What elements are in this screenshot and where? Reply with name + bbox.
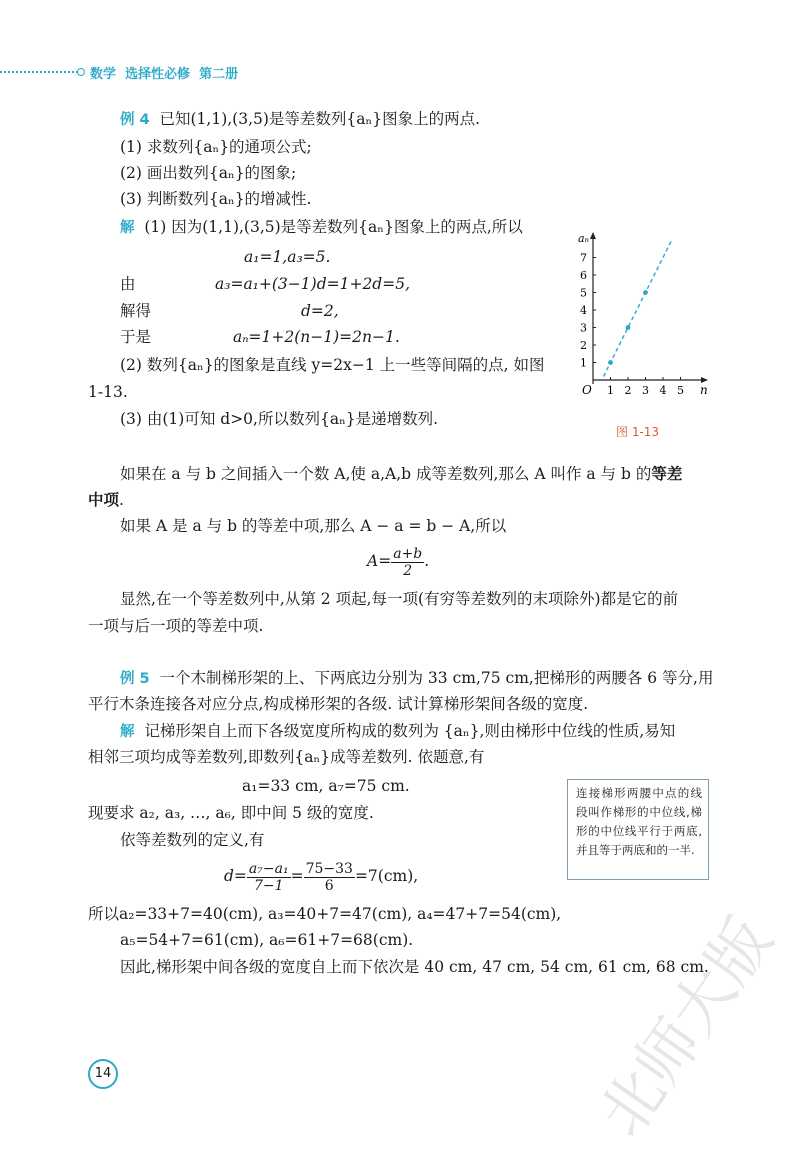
- data-point: [608, 360, 613, 365]
- header-title: 数学 选择性必修 第二册: [90, 67, 239, 82]
- y-tick-label: 1: [580, 356, 587, 370]
- example5-d-rhs: =7(cm),: [354, 867, 419, 885]
- trend-line: [604, 240, 672, 377]
- example5-solution-label: 解: [120, 724, 135, 740]
- y-tick-label: 7: [580, 251, 587, 265]
- example5-label: 例 5: [120, 671, 150, 687]
- header-rule: [0, 71, 78, 73]
- example5-d-formula: [224, 856, 418, 896]
- mean-p1c: 中项: [88, 490, 120, 509]
- example5-d-num2: 75−33: [305, 860, 353, 877]
- data-point: [643, 290, 648, 295]
- page-number: 14: [94, 1066, 112, 1081]
- example4-s2: a₁=1,a₃=5.: [244, 248, 331, 266]
- example5-s8: 因此,梯形架中间各级的宽度自上而下依次是 40 cm, 47 cm, 54 cm, 61 cm, 68 cm.: [120, 958, 709, 976]
- y-axis-arrow: [590, 232, 596, 239]
- x-tick-label: 1: [607, 384, 614, 397]
- example5-d-den2: 6: [324, 877, 334, 894]
- figure-caption: 图 1-13: [616, 425, 660, 439]
- sidenote-text: 连接梯形两腰中点的线段叫作梯形的中位线,梯形的中位线平行于两底,并且等于两底和的一半.: [576, 786, 702, 857]
- mean-p3b: 一项与后一项的等差中项.: [88, 617, 264, 635]
- mean-p2: 如果 A 是 a 与 b 的等差中项,那么 A − a = b − A,所以: [120, 517, 507, 535]
- watermark: 北师大版: [584, 904, 787, 1150]
- example5-line1: [120, 668, 713, 689]
- mean-p1-line2: [88, 490, 124, 510]
- example5-d-lhs: d=: [224, 867, 247, 885]
- x-tick-label: 4: [659, 384, 667, 397]
- example5-s4: 现要求 a₂, a₃, …, a₆, 即中间 5 级的宽度.: [88, 804, 374, 822]
- origin-label: O: [582, 383, 592, 397]
- y-axis-label: aₙ: [578, 232, 590, 245]
- x-tick-label: 3: [642, 384, 649, 397]
- example5-s3: a₁=33 cm, a₇=75 cm.: [242, 777, 410, 795]
- example4-s7: 1-13.: [88, 383, 128, 401]
- example5-l2: 平行木条连接各对应分点,构成梯形架的各级. 试计算梯形架间各级的宽度.: [88, 695, 589, 713]
- example5-s6: 所以a₂=33+7=40(cm), a₃=40+7=47(cm), a₄=47+7=54(cm),: [88, 905, 562, 923]
- mean-p1d: .: [119, 491, 124, 509]
- example5-s5: 依等差数列的定义,有: [120, 831, 265, 849]
- example4-s1: (1) 因为(1,1),(3,5)是等差数列{aₙ}图象上的两点,所以: [144, 218, 523, 236]
- mean-formula-end: .: [424, 552, 430, 570]
- example4-label: 例 4: [120, 112, 150, 128]
- example4-s5-eq: aₙ=1+2(n−1)=2n−1.: [233, 328, 400, 346]
- sidenote-box: [567, 779, 709, 880]
- x-tick-label: 2: [624, 384, 632, 397]
- figure-1-13-chart: [565, 232, 730, 408]
- example4-statement-line: [120, 109, 480, 130]
- y-tick-label: 3: [580, 321, 587, 335]
- example4-statement: 已知(1,1),(3,5)是等差数列{aₙ}图象上的两点.: [159, 110, 481, 128]
- example5-solution-line1: [120, 721, 675, 742]
- mean-formula-num: a+b: [393, 545, 423, 562]
- x-axis-label: n: [700, 383, 708, 397]
- mean-p3a: 显然,在一个等差数列中,从第 2 项起,每一项(有穷等差数列的末项除外)都是它的前: [120, 590, 679, 608]
- page-number-badge: [88, 1059, 118, 1089]
- example5-s2: 相邻三项均成等差数列,即数列{aₙ}成等差数列. 依题意,有: [88, 748, 485, 766]
- example4-s6: (2) 数列{aₙ}的图象是直线 y=2x−1 上一些等间隔的点, 如图: [120, 356, 545, 374]
- example5-d-num1: a₇−a₁: [248, 860, 289, 877]
- example5-l1: 一个木制梯形架的上、下两底边分别为 33 cm,75 cm,把梯形的两腰各 6 等分,用: [159, 669, 714, 687]
- example4-solution-line1: [120, 217, 523, 238]
- mean-formula-lhs: A=: [367, 552, 392, 570]
- mean-formula-den: 2: [403, 562, 413, 579]
- x-tick-label: 5: [677, 384, 684, 397]
- mean-p1a: 如果在 a 与 b 之间插入一个数 A,使 a,A,b 成等差数列,那么 A 叫作 a 与 b 的: [120, 465, 652, 483]
- example4-s3-eq: a₃=a₁+(3−1)d=1+2d=5,: [215, 275, 411, 293]
- example4-s3-lead: 由: [120, 275, 136, 293]
- y-tick-label: 4: [580, 304, 587, 317]
- y-tick-label: 6: [580, 269, 587, 282]
- example4-s5-lead: 于是: [120, 328, 152, 346]
- example4-q1: (1) 求数列{aₙ}的通项公式;: [120, 138, 312, 156]
- mean-p1b: 等差: [651, 464, 683, 483]
- example5-d-eq: =: [290, 867, 304, 885]
- example4-s4-eq: d=2,: [301, 302, 339, 320]
- y-tick-label: 2: [580, 339, 587, 352]
- mean-p1-line1: [120, 464, 682, 484]
- example5-s7: a₅=54+7=61(cm), a₆=61+7=68(cm).: [120, 931, 414, 949]
- example4-s8: (3) 由(1)可知 d>0,所以数列{aₙ}是递增数列.: [120, 410, 439, 428]
- example4-q3: (3) 判断数列{aₙ}的增减性.: [120, 190, 312, 208]
- example5-s1: 记梯形架自上而下各级宽度所构成的数列为 {aₙ},则由梯形中位线的性质,易知: [144, 722, 676, 740]
- y-tick-label: 5: [580, 286, 587, 300]
- example5-d-den1: 7−1: [253, 877, 284, 894]
- header-dot: [77, 68, 85, 76]
- example4-solution-label: 解: [120, 220, 135, 236]
- example4-s4-lead: 解得: [120, 302, 152, 320]
- mean-formula: [367, 541, 429, 581]
- data-point: [626, 325, 631, 330]
- example4-q2: (2) 画出数列{aₙ}的图象;: [120, 164, 297, 182]
